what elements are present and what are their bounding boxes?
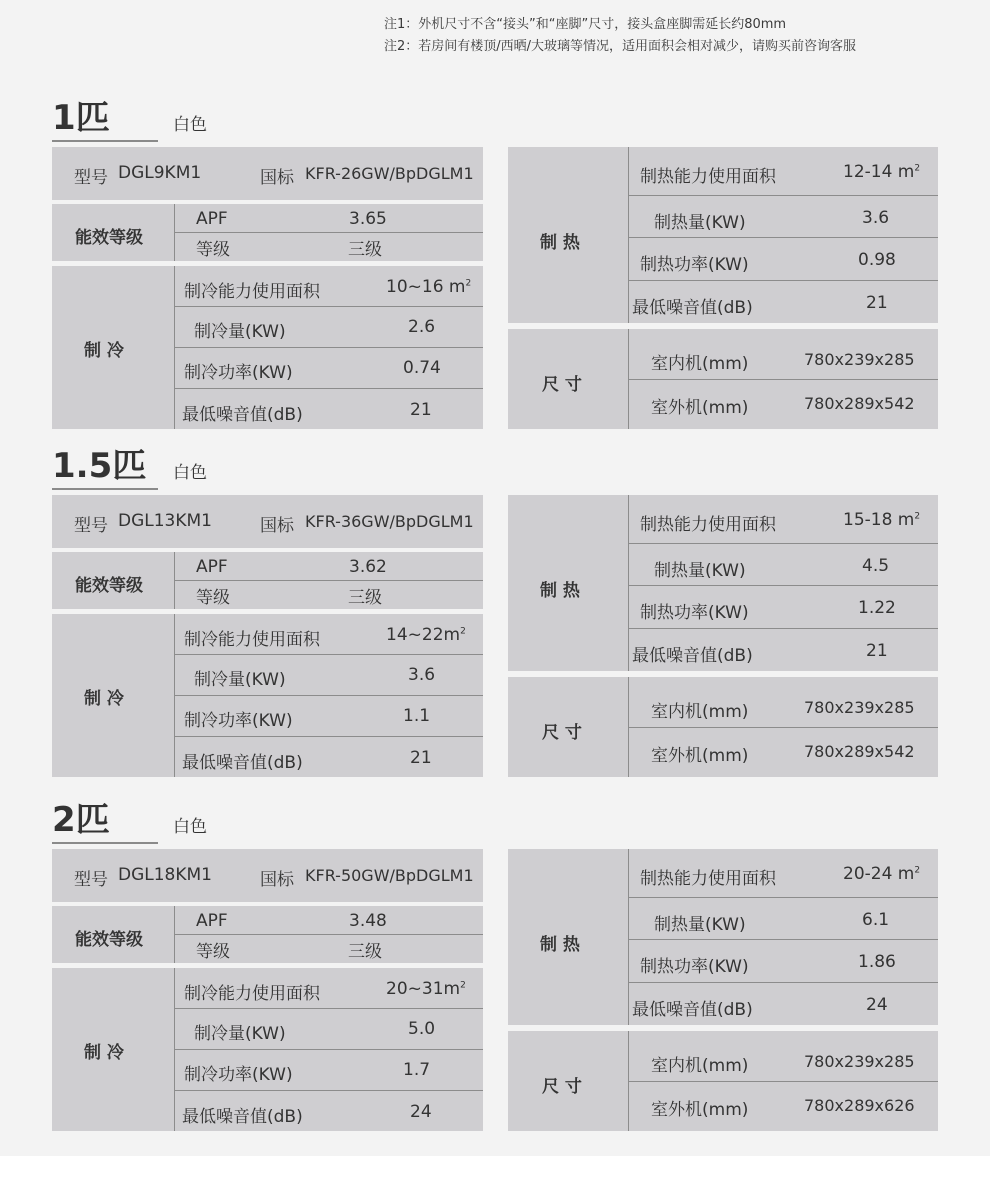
cool-area-value: 10~16 $m^2$: [386, 277, 472, 297]
heat-area-label: 制热能力使用面积: [640, 869, 776, 889]
national-label: 国标: [260, 870, 294, 890]
efficiency-hline: [174, 232, 483, 233]
size-hline: [628, 379, 938, 380]
cool-noise-label: 最低噪音值(dB): [182, 405, 303, 425]
cooling-hline-2: [174, 695, 483, 696]
cool-power-value: 1.7: [403, 1060, 431, 1080]
cool-capacity-value: 2.6: [408, 317, 436, 337]
cool-capacity-value: 5.0: [408, 1019, 436, 1039]
apf-label: APF: [196, 209, 228, 229]
heat-capacity-label: 制热量(KW): [654, 561, 746, 581]
cool-noise-label: 最低噪音值(dB): [182, 753, 303, 773]
cooling-hline-2: [174, 347, 483, 348]
efficiency-label: 能效等级: [75, 228, 143, 248]
indoor-value: 780x239x285: [804, 1052, 915, 1071]
cooling-label: 制 冷: [84, 689, 124, 709]
color-label: 白色: [173, 817, 207, 837]
heat-area-label: 制热能力使用面积: [640, 167, 776, 187]
cool-capacity-value: 3.6: [408, 665, 436, 685]
national-value: KFR-50GW/BpDGLM1: [305, 866, 474, 885]
grade-label: 等级: [196, 588, 230, 608]
cooling-hline-3: [174, 388, 483, 389]
model-value: DGL13KM1: [118, 511, 212, 531]
heating-hline-1: [628, 195, 938, 196]
title-underline: [52, 842, 158, 844]
cooling-hline-1: [174, 306, 483, 307]
national-value: KFR-26GW/BpDGLM1: [305, 164, 474, 183]
cool-power-label: 制冷功率(KW): [184, 363, 293, 383]
model-label: 型号: [74, 870, 108, 890]
national-label: 国标: [260, 168, 294, 188]
cooling-label: 制 冷: [84, 341, 124, 361]
outdoor-label: 室外机(mm): [651, 398, 749, 418]
heating-label: 制 热: [540, 581, 580, 601]
indoor-label: 室内机(mm): [651, 354, 749, 374]
cool-power-label: 制冷功率(KW): [184, 1065, 293, 1085]
heat-power-label: 制热功率(KW): [640, 957, 749, 977]
cool-power-value: 0.74: [403, 358, 441, 378]
heat-capacity-label: 制热量(KW): [654, 213, 746, 233]
heat-noise-value: 21: [866, 293, 888, 313]
model-value: DGL9KM1: [118, 163, 202, 183]
grade-value: 三级: [348, 942, 382, 962]
notes: [384, 14, 856, 58]
model-label: 型号: [74, 168, 108, 188]
indoor-label: 室内机(mm): [651, 1056, 749, 1076]
heat-power-value: 0.98: [858, 250, 896, 270]
size-label: 尺 寸: [542, 1077, 582, 1097]
size-hline: [628, 1081, 938, 1082]
heat-noise-label: 最低噪音值(dB): [632, 1000, 753, 1020]
heat-area-value: 20-24 $m^2$: [843, 864, 921, 884]
heat-noise-label: 最低噪音值(dB): [632, 646, 753, 666]
cooling-hline-1: [174, 1008, 483, 1009]
grade-label: 等级: [196, 942, 230, 962]
cool-capacity-label: 制冷量(KW): [194, 322, 286, 342]
cooling-hline-3: [174, 1090, 483, 1091]
apf-label: APF: [196, 911, 228, 931]
grade-value: 三级: [348, 588, 382, 608]
cooling-hline-1: [174, 654, 483, 655]
efficiency-hline: [174, 580, 483, 581]
heating-hline-2: [628, 939, 938, 940]
heat-area-value: 12-14 $m^2$: [843, 162, 921, 182]
cooling-hline-3: [174, 736, 483, 737]
heat-capacity-label: 制热量(KW): [654, 915, 746, 935]
heating-hline-2: [628, 237, 938, 238]
indoor-value: 780x239x285: [804, 350, 915, 369]
cool-noise-value: 21: [410, 400, 432, 420]
heat-power-label: 制热功率(KW): [640, 255, 749, 275]
heating-hline-3: [628, 628, 938, 629]
heat-noise-label: 最低噪音值(dB): [632, 298, 753, 318]
cool-area-label: 制冷能力使用面积: [184, 282, 320, 302]
cool-noise-value: 21: [410, 748, 432, 768]
efficiency-label: 能效等级: [75, 930, 143, 950]
national-label: 国标: [260, 516, 294, 536]
cool-power-label: 制冷功率(KW): [184, 711, 293, 731]
cooling-hline-2: [174, 1049, 483, 1050]
heating-label: 制 热: [540, 233, 580, 253]
cool-area-label: 制冷能力使用面积: [184, 630, 320, 650]
cool-noise-value: 24: [410, 1102, 432, 1122]
heating-label: 制 热: [540, 935, 580, 955]
apf-value: 3.48: [349, 911, 387, 931]
indoor-value: 780x239x285: [804, 698, 915, 717]
outdoor-label: 室外机(mm): [651, 1100, 749, 1120]
heating-divider: [628, 495, 629, 671]
national-value: KFR-36GW/BpDGLM1: [305, 512, 474, 531]
heat-noise-value: 24: [866, 995, 888, 1015]
outdoor-label: 室外机(mm): [651, 746, 749, 766]
heating-divider: [628, 147, 629, 323]
horsepower-label: 1匹: [52, 98, 110, 138]
apf-label: APF: [196, 557, 228, 577]
size-label: 尺 寸: [542, 375, 582, 395]
cool-noise-label: 最低噪音值(dB): [182, 1107, 303, 1127]
heat-capacity-value: 3.6: [862, 208, 890, 228]
note-2: 注2：若房间有楼顶/西晒/大玻璃等情况，适用面积会相对减少，请购买前咨询客服: [384, 39, 857, 54]
outdoor-value: 780x289x542: [804, 742, 915, 761]
heat-power-value: 1.86: [858, 952, 896, 972]
heating-hline-3: [628, 280, 938, 281]
grade-value: 三级: [348, 240, 382, 260]
title-underline: [52, 488, 158, 490]
heating-hline-1: [628, 543, 938, 544]
cool-power-value: 1.1: [403, 706, 431, 726]
bottom-band: [0, 1156, 990, 1192]
section-title: [52, 446, 207, 490]
size-label: 尺 寸: [542, 723, 582, 743]
heat-capacity-value: 6.1: [862, 910, 890, 930]
model-value: DGL18KM1: [118, 865, 212, 885]
efficiency-label: 能效等级: [75, 576, 143, 596]
heat-power-label: 制热功率(KW): [640, 603, 749, 623]
cool-area-value: $20\sim 31m^2$: [386, 979, 466, 999]
horsepower-label: 1.5匹: [52, 446, 147, 486]
cooling-label: 制 冷: [84, 1043, 124, 1063]
heat-power-value: 1.22: [858, 598, 896, 618]
color-label: 白色: [173, 115, 207, 135]
outdoor-value: 780x289x626: [804, 1096, 915, 1115]
title-underline: [52, 140, 158, 142]
grade-label: 等级: [196, 240, 230, 260]
heating-hline-1: [628, 897, 938, 898]
color-label: 白色: [173, 463, 207, 483]
heating-hline-3: [628, 982, 938, 983]
model-label: 型号: [74, 516, 108, 536]
section-title: [52, 98, 207, 142]
apf-value: 3.62: [349, 557, 387, 577]
heat-capacity-value: 4.5: [862, 556, 890, 576]
note-1: 注1：外机尺寸不含“接头”和“座脚”尺寸，接头盒座脚需延长约80mm: [384, 17, 787, 32]
horsepower-label: 2匹: [52, 800, 110, 840]
apf-value: 3.65: [349, 209, 387, 229]
heat-area-label: 制热能力使用面积: [640, 515, 776, 535]
heat-noise-value: 21: [866, 641, 888, 661]
outdoor-value: 780x289x542: [804, 394, 915, 413]
efficiency-hline: [174, 934, 483, 935]
heating-hline-2: [628, 585, 938, 586]
section-title: [52, 800, 207, 844]
size-hline: [628, 727, 938, 728]
heating-divider: [628, 849, 629, 1025]
indoor-label: 室内机(mm): [651, 702, 749, 722]
heat-area-value: 15-18 $m^2$: [843, 510, 921, 530]
cool-area-value: $14\sim 22m^2$: [386, 625, 466, 645]
cool-capacity-label: 制冷量(KW): [194, 670, 286, 690]
cool-capacity-label: 制冷量(KW): [194, 1024, 286, 1044]
cool-area-label: 制冷能力使用面积: [184, 984, 320, 1004]
